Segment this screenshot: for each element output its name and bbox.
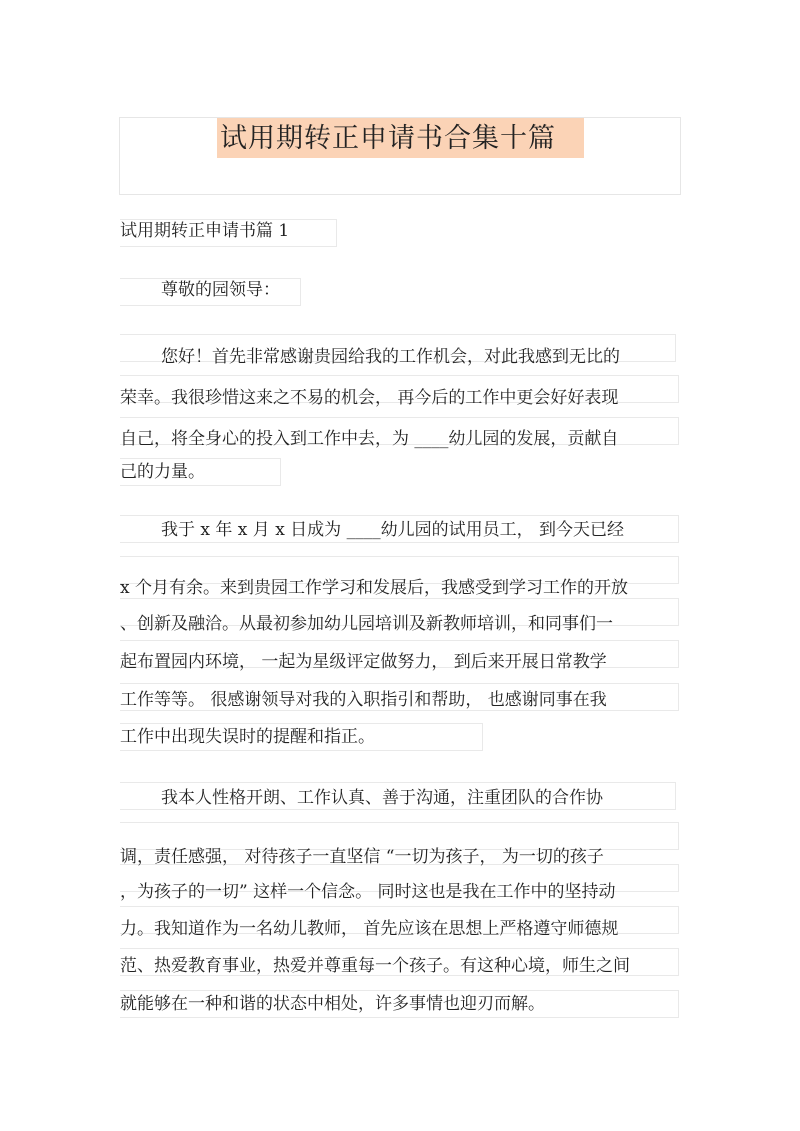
paragraph-line: 工作中出现失误时的提醒和指正。	[120, 727, 375, 747]
paragraph-line: 我于 x 年 x 月 x 日成为 ____幼儿园的试用员工， 到今天已经	[161, 520, 624, 540]
paragraph-line: ，为孩子的一切” 这样一个信念。 同时这也是我在工作中的坚持动	[120, 882, 616, 902]
paragraph-line: 力。我知道作为一名幼儿教师， 首先应该在思想上严格遵守师德规	[120, 919, 619, 939]
salutation: 尊敬的园领导：	[161, 280, 280, 300]
paragraph-line: x 个月有余。来到贵园工作学习和发展后，我感受到学习工作的开放	[120, 578, 628, 598]
paragraph-line: 您好！首先非常感谢贵园给我的工作机会，对此我感到无比的	[161, 347, 620, 367]
paragraph-line: 荣幸。我很珍惜这来之不易的机会， 再今后的工作中更会好好表现	[120, 388, 619, 408]
paragraph-line: 就能够在一种和谐的状态中相处，许多事情也迎刃而解。	[120, 994, 545, 1014]
paragraph-line: 起布置园内环境， 一起为星级评定做努力， 到后来开展日常教学	[120, 652, 607, 672]
document-title: 试用期转正申请书合集十篇	[217, 118, 584, 158]
paragraph-line: 己的力量。	[120, 462, 205, 482]
paragraph-line: 调，责任感强， 对待孩子一直坚信 “一切为孩子， 为一切的孩子	[120, 847, 604, 867]
paragraph-line: 、创新及融洽。从最初参加幼儿园培训及新教师培训，和同事们一	[120, 614, 613, 634]
paragraph-line: 工作等等。 很感谢领导对我的入职指引和帮助， 也感谢同事在我	[120, 690, 607, 710]
section-heading: 试用期转正申请书篇 1	[120, 221, 290, 241]
paragraph-line: 范、热爱教育事业，热爱并尊重每一个孩子。有这种心境，师生之间	[120, 956, 630, 976]
paragraph-line: 自己，将全身心的投入到工作中去，为 ____幼儿园的发展，贡献自	[120, 429, 619, 449]
paragraph-line: 我本人性格开朗、工作认真、善于沟通，注重团队的合作协	[161, 788, 603, 808]
